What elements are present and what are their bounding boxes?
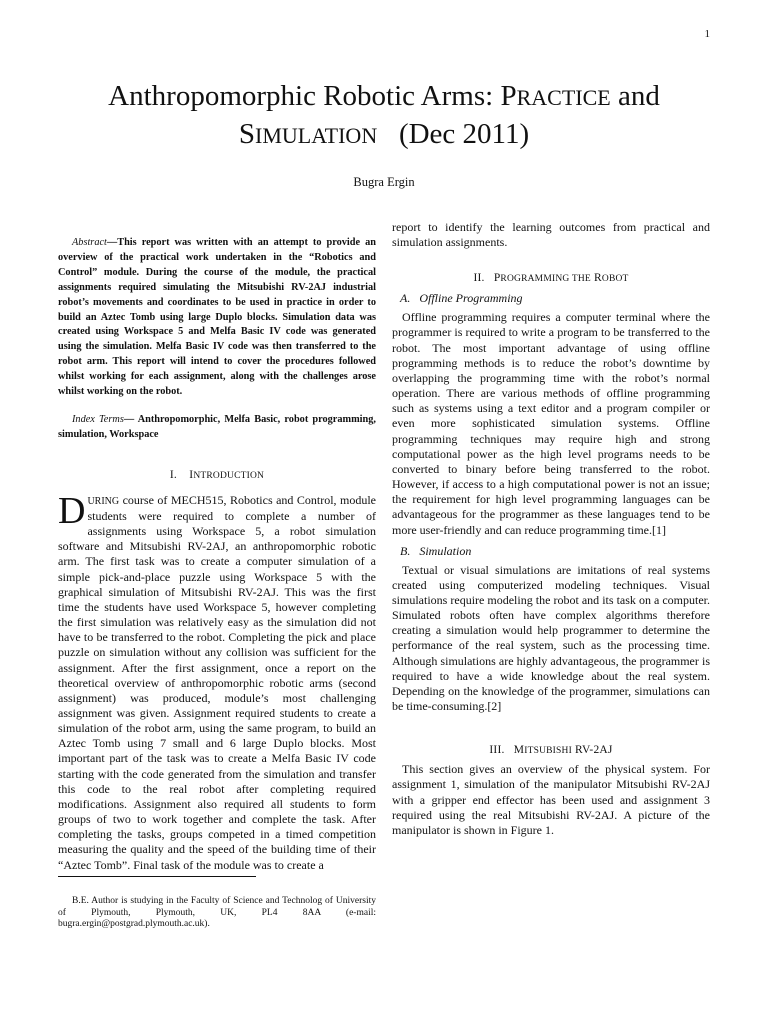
paper-title <box>40 78 728 154</box>
section3-rest: ITSUBISHI <box>524 746 572 757</box>
title-practice-rest: RACTICE <box>516 85 611 110</box>
section2-rest2: OBOT <box>601 274 629 285</box>
section3-initial: M <box>513 744 525 757</box>
author-footnote: B.E. Author is studying in the Faculty of Science and Technolog of University of Plymouth, Plymouth, UK, PL4 8AA (e-mail: bugra.ergin@postgrad.plymouth.ac.uk). <box>58 896 376 930</box>
offline-programming-paragraph: Offline programming requires a computer terminal where the programmer is required to write a program to be transferred to the robot. The most important advantage of using offline programming methods is to reduce the robot’s downtime by overlapping the programming time with the robot’s normal operation. There are various methods of offline programming such as systems using a text editor and a program compiler or even more sophisticated simulation systems. Offline programming techniques may require high and strong computational power as the high level programs needs to be converted to binary before being transferred to the robot. However, if access to a high computational power is not an issue; the requirement for high level programming languages can be advantageous for the programmer as these languages tend to be more user-friendly and can reduce programming time.[1] <box>392 310 710 537</box>
section3-numeral: III. <box>489 744 505 757</box>
abstract <box>58 236 376 400</box>
footnote-rule <box>58 876 256 877</box>
intro-heading-initial: I <box>189 468 194 481</box>
dropcap-rest: URING <box>87 495 120 507</box>
subsection-offline-programming: A. Offline Programming <box>400 291 523 306</box>
section2-numeral: II. <box>473 272 485 285</box>
title-line1-suffix: and <box>610 80 660 112</box>
intro-numeral: I. <box>169 468 177 481</box>
index-terms-text: — Anthropomorphic, Melfa Basic, robot programming, simulation, Workspace <box>58 413 376 440</box>
index-terms-label: Index Terms <box>72 413 124 425</box>
index-terms <box>58 413 376 443</box>
mitsubishi-paragraph: This section gives an overview of the physical system. For assignment 1, simulation of the manipulator Mitsubishi RV-2AJ with a gripper end effector has been used and assignment 3 required using the real Mitsubishi RV-2AJ. A picture of the manipulator is shown in Figure 1. <box>392 762 710 837</box>
section-heading-programming <box>392 272 710 284</box>
section-heading-introduction <box>58 469 376 481</box>
title-practice-initial: P <box>500 80 517 112</box>
introduction-text: course of MECH515, Robotics and Control, module students were required to complete a number of assignments using Workspace 5, a robot simulation software and Mitsubishi RV-2AJ, an anthropomorphic robotic arm. The first task was to create a computer simulation of a simple pick-and-place puzzle using Workspace 5 with the graphical simulation of Mitsubishi RV-2AJ. This was the first time the students have used Workspace 5, however completing the first simulation was relatively easy as the simulation did not have to be transferred to the robot. Completing the pick and place puzzle on simulation without any collision was sufficient for the assignment. After the first assignment, once a report on the theoretical overview of anthropomorphic robotic arms (second assignment) was produced, module’s most challenging assignment was given. Assignment required students to create a simulation of the robot arm, using the same program, to build an Aztec Tomb using 7 small and 6 large Duplo blocks. Most important part of the task was to create a Melfa Basic IV code starting with the code generated from the simulation and transfer this code to the real robot after completing required modifications. Assignment also required all students to form groups of two to work together and complete the task. After completing the tasks, groups competed in a timed competition measuring the quality and the speed of the building time of their “Aztec Tomb”. Final task of the module was to create a <box>58 492 376 872</box>
section2-initial2: R <box>594 272 602 285</box>
section-heading-mitsubishi <box>392 744 710 756</box>
dropcap-letter: D <box>58 489 86 532</box>
subsection-simulation: B. Simulation <box>400 543 472 558</box>
abstract-label: Abstract <box>72 237 107 248</box>
abstract-text: —This report was written with an attempt to provide an overview of the practical work undertaken in the “Robotics and Control” module. During the course of the module, the practical assignments required simulating the Mitsubishi RV-2AJ industrial robot’s movements and coordinates to be used in practice in order to build an Aztec Tomb using large Duplo blocks. Simulation data was created using Workspace 5 and Melfa Basic IV code was generated using the simulation. Melfa Basic IV code was then transferred to the robot arm. This report will intend to cover the procedures followed whilst working for each assignment, along with the challenges arose whilst working on the robot. <box>58 237 376 398</box>
section2-rest1: ROGRAMMING THE <box>500 274 591 285</box>
intro-continuation: report to identify the learning outcomes from practical and simulation assignments. <box>392 220 710 250</box>
right-column <box>392 220 710 838</box>
title-simulation-initial: S <box>238 118 255 150</box>
left-column <box>58 236 376 873</box>
section3-tail: RV-2AJ <box>571 744 613 757</box>
intro-heading-rest: NTRODUCTION <box>193 470 265 481</box>
title-simulation-rest: IMULATION <box>255 123 378 148</box>
title-date: (Dec 2011) <box>377 118 530 150</box>
title-line1-prefix: Anthropomorphic Robotic Arms: <box>108 80 501 112</box>
introduction-paragraph <box>58 489 376 873</box>
section2-initial: P <box>493 272 501 285</box>
author-name: Bugra Ergin <box>353 175 415 189</box>
simulation-paragraph: Textual or visual simulations are imitations of real systems created using computerized modeling techniques. Visual simulations require modeling the robot and its task on a computer. Simulated robots often have complex algorithms therefore creating a simulation would help programmer to determine the performance of the real system, such as the processing time. Although simulations are highly advantageous, the programmer is required to have a wide knowledge about the real system. Depending on the knowledge of the programmer, simulations can be time-consuming.[2] <box>392 562 710 714</box>
page-number: 1 <box>704 28 710 40</box>
